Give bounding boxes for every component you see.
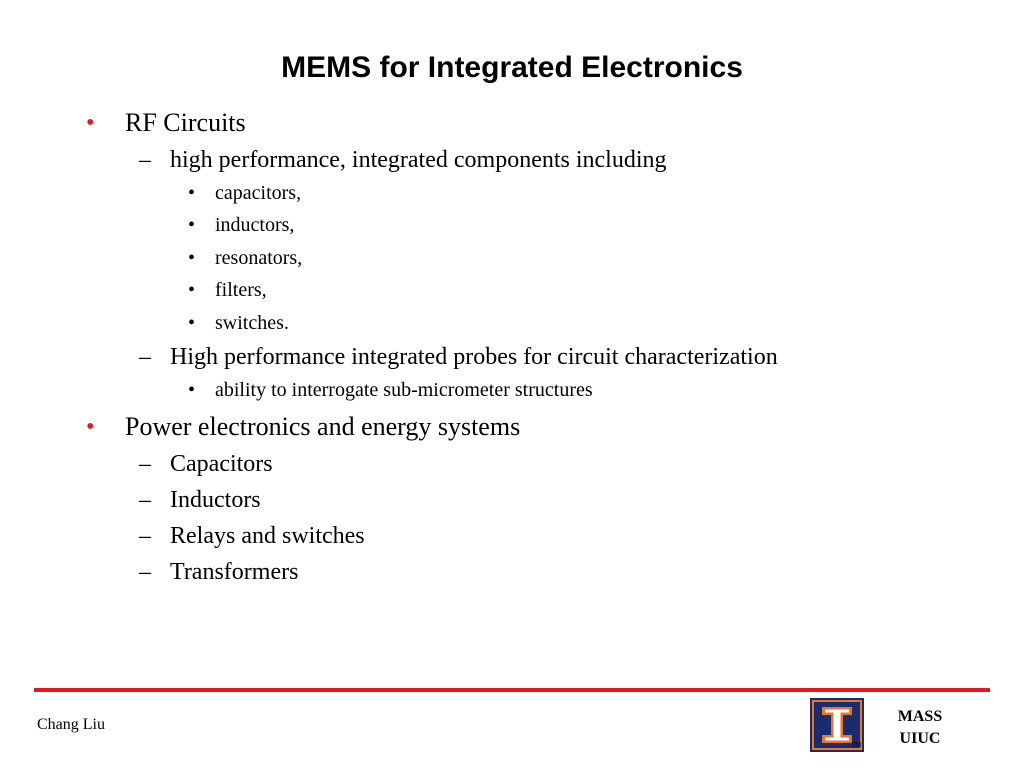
footer-divider [34,688,990,692]
list-item-text: High performance integrated probes for circuit characterization [170,344,778,370]
bullet-marker: • [188,182,196,204]
list-item-text: RF Circuits [125,108,246,137]
bullet-marker: • [86,414,95,440]
bullet-marker: • [86,110,95,136]
dash-marker: – [139,523,151,549]
list-item-text: capacitors, [215,182,302,204]
dash-marker: – [139,147,151,173]
list-item-text: switches. [215,312,289,334]
bullet-marker: • [188,247,196,269]
dash-marker: – [139,451,151,477]
bullet-marker: • [188,312,196,334]
lab-label [870,706,970,750]
list-item-text: high performance, integrated components including [170,147,667,173]
dash-marker: – [139,344,151,370]
list-item-text: ability to interrogate sub-micrometer structures [215,379,593,401]
author-name: Chang Liu [37,716,105,733]
list-item-text: filters, [215,279,267,301]
lab-label-line1: MASS [897,708,943,725]
list-item-text: Inductors [170,487,261,513]
lab-label-line2: UIUC [899,730,941,747]
list-item-text: Transformers [170,559,299,585]
list-item-text: resonators, [215,247,303,269]
list-item-text: Relays and switches [170,523,365,549]
dash-marker: – [139,487,151,513]
dash-marker: – [139,559,151,585]
list-item-text: Power electronics and energy systems [125,412,521,441]
bullet-marker: • [188,379,196,401]
bullet-marker: • [188,214,196,236]
list-item-text: inductors, [215,214,295,236]
list-item-text: Capacitors [170,451,273,477]
trademark-mark: TM [851,742,862,749]
bullet-marker: • [188,279,196,301]
slide-title: MEMS for Integrated Electronics [281,51,743,84]
